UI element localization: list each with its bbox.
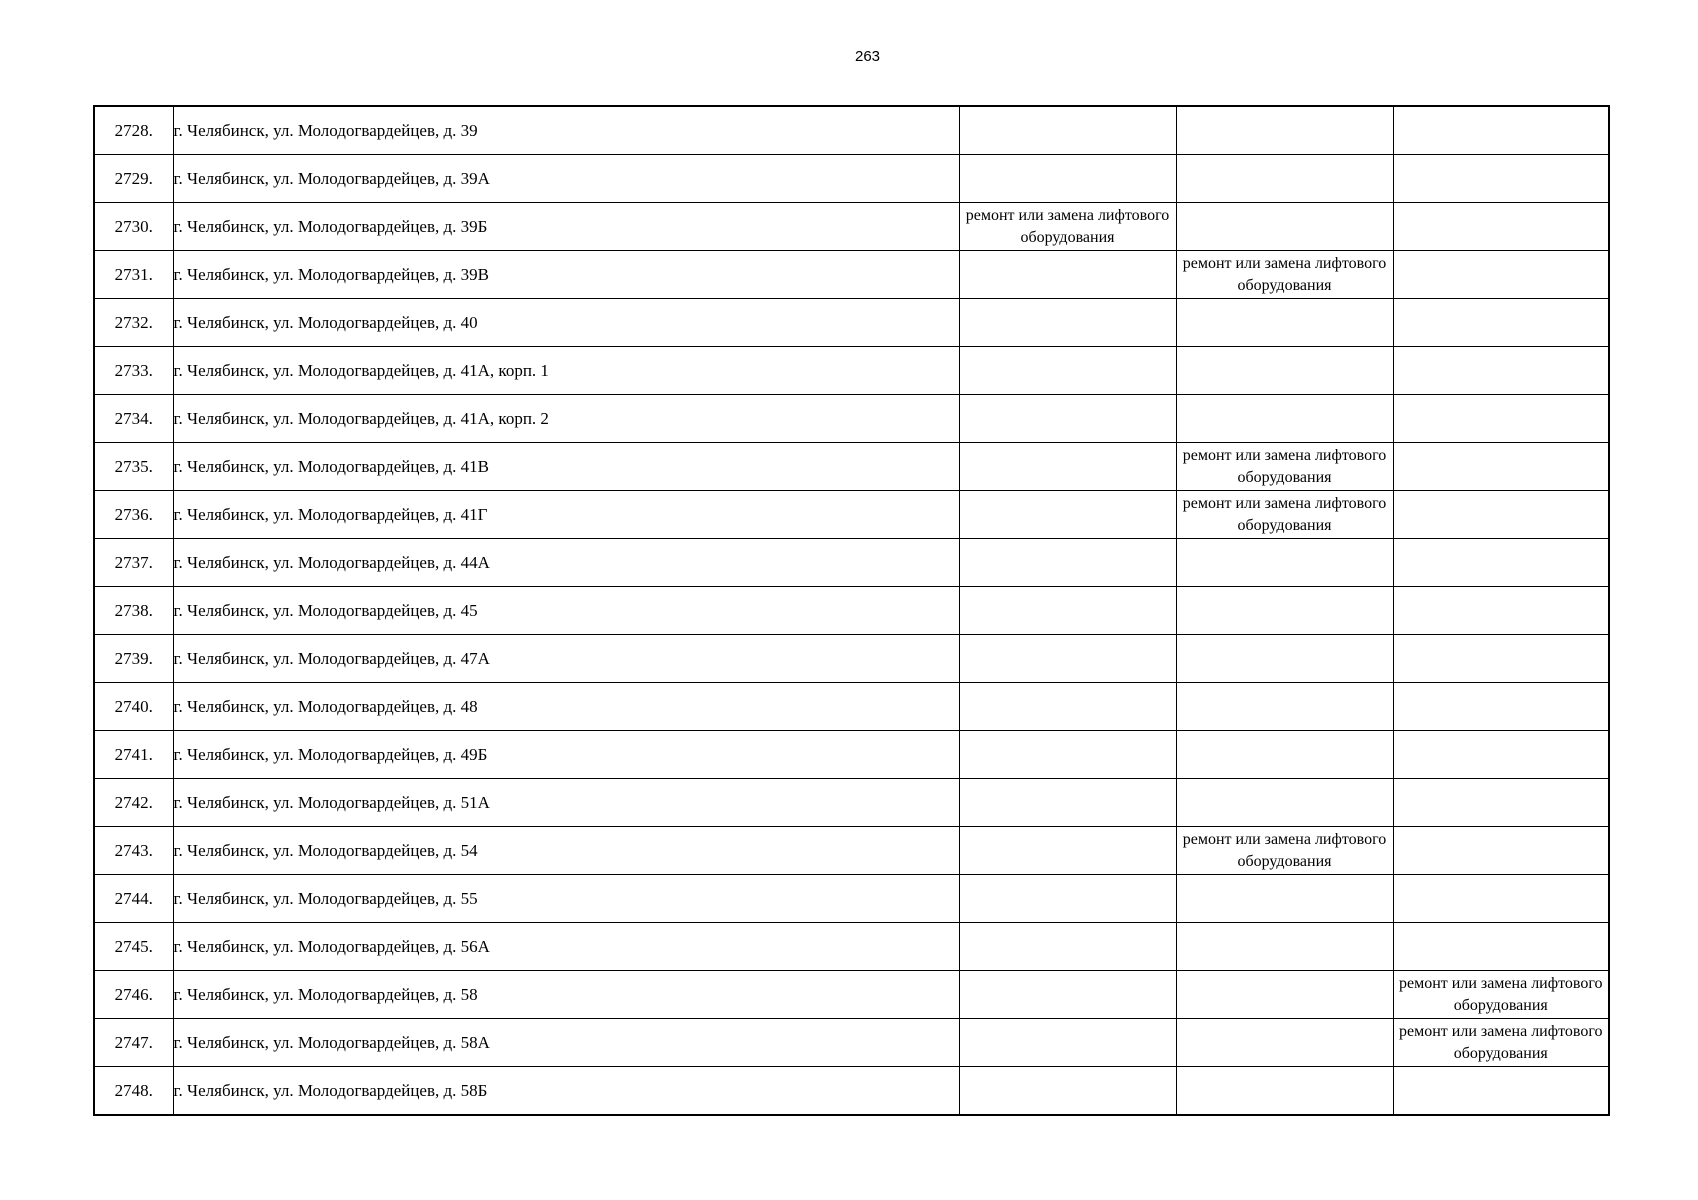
address-cell: г. Челябинск, ул. Молодогвардейцев, д. 39А <box>173 155 959 203</box>
row-number-cell: 2741. <box>94 731 173 779</box>
work-cell-2 <box>1176 539 1393 587</box>
work-cell-3 <box>1393 1067 1609 1116</box>
row-number-cell: 2748. <box>94 1067 173 1116</box>
row-number-cell: 2736. <box>94 491 173 539</box>
work-cell-3 <box>1393 106 1609 155</box>
address-cell: г. Челябинск, ул. Молодогвардейцев, д. 39Б <box>173 203 959 251</box>
table-row <box>94 203 1609 251</box>
work-cell-3 <box>1393 779 1609 827</box>
work-cell-2 <box>1176 106 1393 155</box>
work-cell-3 <box>1393 203 1609 251</box>
row-number-cell: 2737. <box>94 539 173 587</box>
address-cell: г. Челябинск, ул. Молодогвардейцев, д. 41А, корп. 2 <box>173 395 959 443</box>
address-cell: г. Челябинск, ул. Молодогвардейцев, д. 39В <box>173 251 959 299</box>
work-cell-3 <box>1393 443 1609 491</box>
row-number-cell: 2744. <box>94 875 173 923</box>
table-row <box>94 395 1609 443</box>
work-cell-3 <box>1393 299 1609 347</box>
row-number-cell: 2743. <box>94 827 173 875</box>
work-cell-1 <box>959 635 1176 683</box>
work-cell-3: ремонт или замена лифтового оборудования <box>1393 1019 1609 1067</box>
work-cell-1 <box>959 155 1176 203</box>
work-cell-2 <box>1176 203 1393 251</box>
address-cell: г. Челябинск, ул. Молодогвардейцев, д. 56А <box>173 923 959 971</box>
address-cell: г. Челябинск, ул. Молодогвардейцев, д. 41А, корп. 1 <box>173 347 959 395</box>
work-cell-2 <box>1176 731 1393 779</box>
table-row <box>94 827 1609 875</box>
work-cell-1 <box>959 1019 1176 1067</box>
table-row <box>94 587 1609 635</box>
address-cell: г. Челябинск, ул. Молодогвардейцев, д. 58А <box>173 1019 959 1067</box>
table-row <box>94 635 1609 683</box>
work-cell-2 <box>1176 635 1393 683</box>
address-cell: г. Челябинск, ул. Молодогвардейцев, д. 48 <box>173 683 959 731</box>
row-number-cell: 2746. <box>94 971 173 1019</box>
work-cell-2 <box>1176 299 1393 347</box>
row-number-cell: 2728. <box>94 106 173 155</box>
work-cell-2: ремонт или замена лифтового оборудования <box>1176 251 1393 299</box>
work-cell-3 <box>1393 491 1609 539</box>
address-cell: г. Челябинск, ул. Молодогвардейцев, д. 45 <box>173 587 959 635</box>
work-cell-2 <box>1176 683 1393 731</box>
work-cell-3 <box>1393 827 1609 875</box>
work-cell-2 <box>1176 587 1393 635</box>
work-cell-1 <box>959 106 1176 155</box>
work-cell-1 <box>959 1067 1176 1116</box>
row-number-cell: 2729. <box>94 155 173 203</box>
address-cell: г. Челябинск, ул. Молодогвардейцев, д. 44А <box>173 539 959 587</box>
row-number-cell: 2740. <box>94 683 173 731</box>
work-cell-3 <box>1393 155 1609 203</box>
work-cell-2: ремонт или замена лифтового оборудования <box>1176 827 1393 875</box>
table-row <box>94 299 1609 347</box>
work-cell-1 <box>959 971 1176 1019</box>
work-cell-1 <box>959 251 1176 299</box>
row-number-cell: 2735. <box>94 443 173 491</box>
work-cell-3 <box>1393 923 1609 971</box>
row-number-cell: 2745. <box>94 923 173 971</box>
work-cell-1 <box>959 395 1176 443</box>
work-cell-2: ремонт или замена лифтового оборудования <box>1176 443 1393 491</box>
work-cell-1 <box>959 491 1176 539</box>
work-cell-3 <box>1393 251 1609 299</box>
work-cell-2 <box>1176 779 1393 827</box>
work-cell-3 <box>1393 731 1609 779</box>
address-cell: г. Челябинск, ул. Молодогвардейцев, д. 55 <box>173 875 959 923</box>
address-cell: г. Челябинск, ул. Молодогвардейцев, д. 39 <box>173 106 959 155</box>
table-row <box>94 155 1609 203</box>
table-row <box>94 539 1609 587</box>
work-cell-2 <box>1176 1019 1393 1067</box>
table-row <box>94 1067 1609 1116</box>
row-number-cell: 2733. <box>94 347 173 395</box>
row-number-cell: 2730. <box>94 203 173 251</box>
address-cell: г. Челябинск, ул. Молодогвардейцев, д. 58 <box>173 971 959 1019</box>
work-cell-1 <box>959 875 1176 923</box>
table-row <box>94 491 1609 539</box>
work-cell-3 <box>1393 539 1609 587</box>
table-row <box>94 251 1609 299</box>
work-cell-1 <box>959 299 1176 347</box>
row-number-cell: 2732. <box>94 299 173 347</box>
table-row <box>94 731 1609 779</box>
row-number-cell: 2738. <box>94 587 173 635</box>
work-cell-3 <box>1393 875 1609 923</box>
work-cell-2: ремонт или замена лифтового оборудования <box>1176 491 1393 539</box>
work-cell-1 <box>959 683 1176 731</box>
work-cell-3 <box>1393 347 1609 395</box>
table-row <box>94 443 1609 491</box>
work-cell-3: ремонт или замена лифтового оборудования <box>1393 971 1609 1019</box>
row-number-cell: 2731. <box>94 251 173 299</box>
work-cell-1: ремонт или замена лифтового оборудования <box>959 203 1176 251</box>
table-row <box>94 923 1609 971</box>
address-cell: г. Челябинск, ул. Молодогвардейцев, д. 51А <box>173 779 959 827</box>
work-cell-3 <box>1393 395 1609 443</box>
row-number-cell: 2734. <box>94 395 173 443</box>
work-cell-1 <box>959 443 1176 491</box>
table-row <box>94 1019 1609 1067</box>
registry-table-body <box>94 106 1609 1115</box>
work-cell-2 <box>1176 347 1393 395</box>
table-row <box>94 779 1609 827</box>
address-cell: г. Челябинск, ул. Молодогвардейцев, д. 40 <box>173 299 959 347</box>
address-cell: г. Челябинск, ул. Молодогвардейцев, д. 41В <box>173 443 959 491</box>
work-cell-2 <box>1176 923 1393 971</box>
work-cell-2 <box>1176 395 1393 443</box>
work-cell-1 <box>959 587 1176 635</box>
work-cell-3 <box>1393 587 1609 635</box>
work-cell-2 <box>1176 971 1393 1019</box>
page-number: 263 <box>854 48 881 65</box>
work-cell-3 <box>1393 635 1609 683</box>
table-row <box>94 106 1609 155</box>
work-cell-1 <box>959 923 1176 971</box>
row-number-cell: 2747. <box>94 1019 173 1067</box>
work-cell-1 <box>959 827 1176 875</box>
registry-table <box>93 105 1610 1116</box>
table-row <box>94 971 1609 1019</box>
address-cell: г. Челябинск, ул. Молодогвардейцев, д. 47А <box>173 635 959 683</box>
work-cell-3 <box>1393 683 1609 731</box>
row-number-cell: 2739. <box>94 635 173 683</box>
table-row <box>94 683 1609 731</box>
work-cell-1 <box>959 347 1176 395</box>
work-cell-1 <box>959 779 1176 827</box>
table-row <box>94 347 1609 395</box>
work-cell-2 <box>1176 1067 1393 1116</box>
work-cell-1 <box>959 539 1176 587</box>
row-number-cell: 2742. <box>94 779 173 827</box>
address-cell: г. Челябинск, ул. Молодогвардейцев, д. 54 <box>173 827 959 875</box>
address-cell: г. Челябинск, ул. Молодогвардейцев, д. 58Б <box>173 1067 959 1116</box>
table-row <box>94 875 1609 923</box>
work-cell-2 <box>1176 155 1393 203</box>
work-cell-2 <box>1176 875 1393 923</box>
address-cell: г. Челябинск, ул. Молодогвардейцев, д. 49Б <box>173 731 959 779</box>
address-cell: г. Челябинск, ул. Молодогвардейцев, д. 41Г <box>173 491 959 539</box>
work-cell-1 <box>959 731 1176 779</box>
